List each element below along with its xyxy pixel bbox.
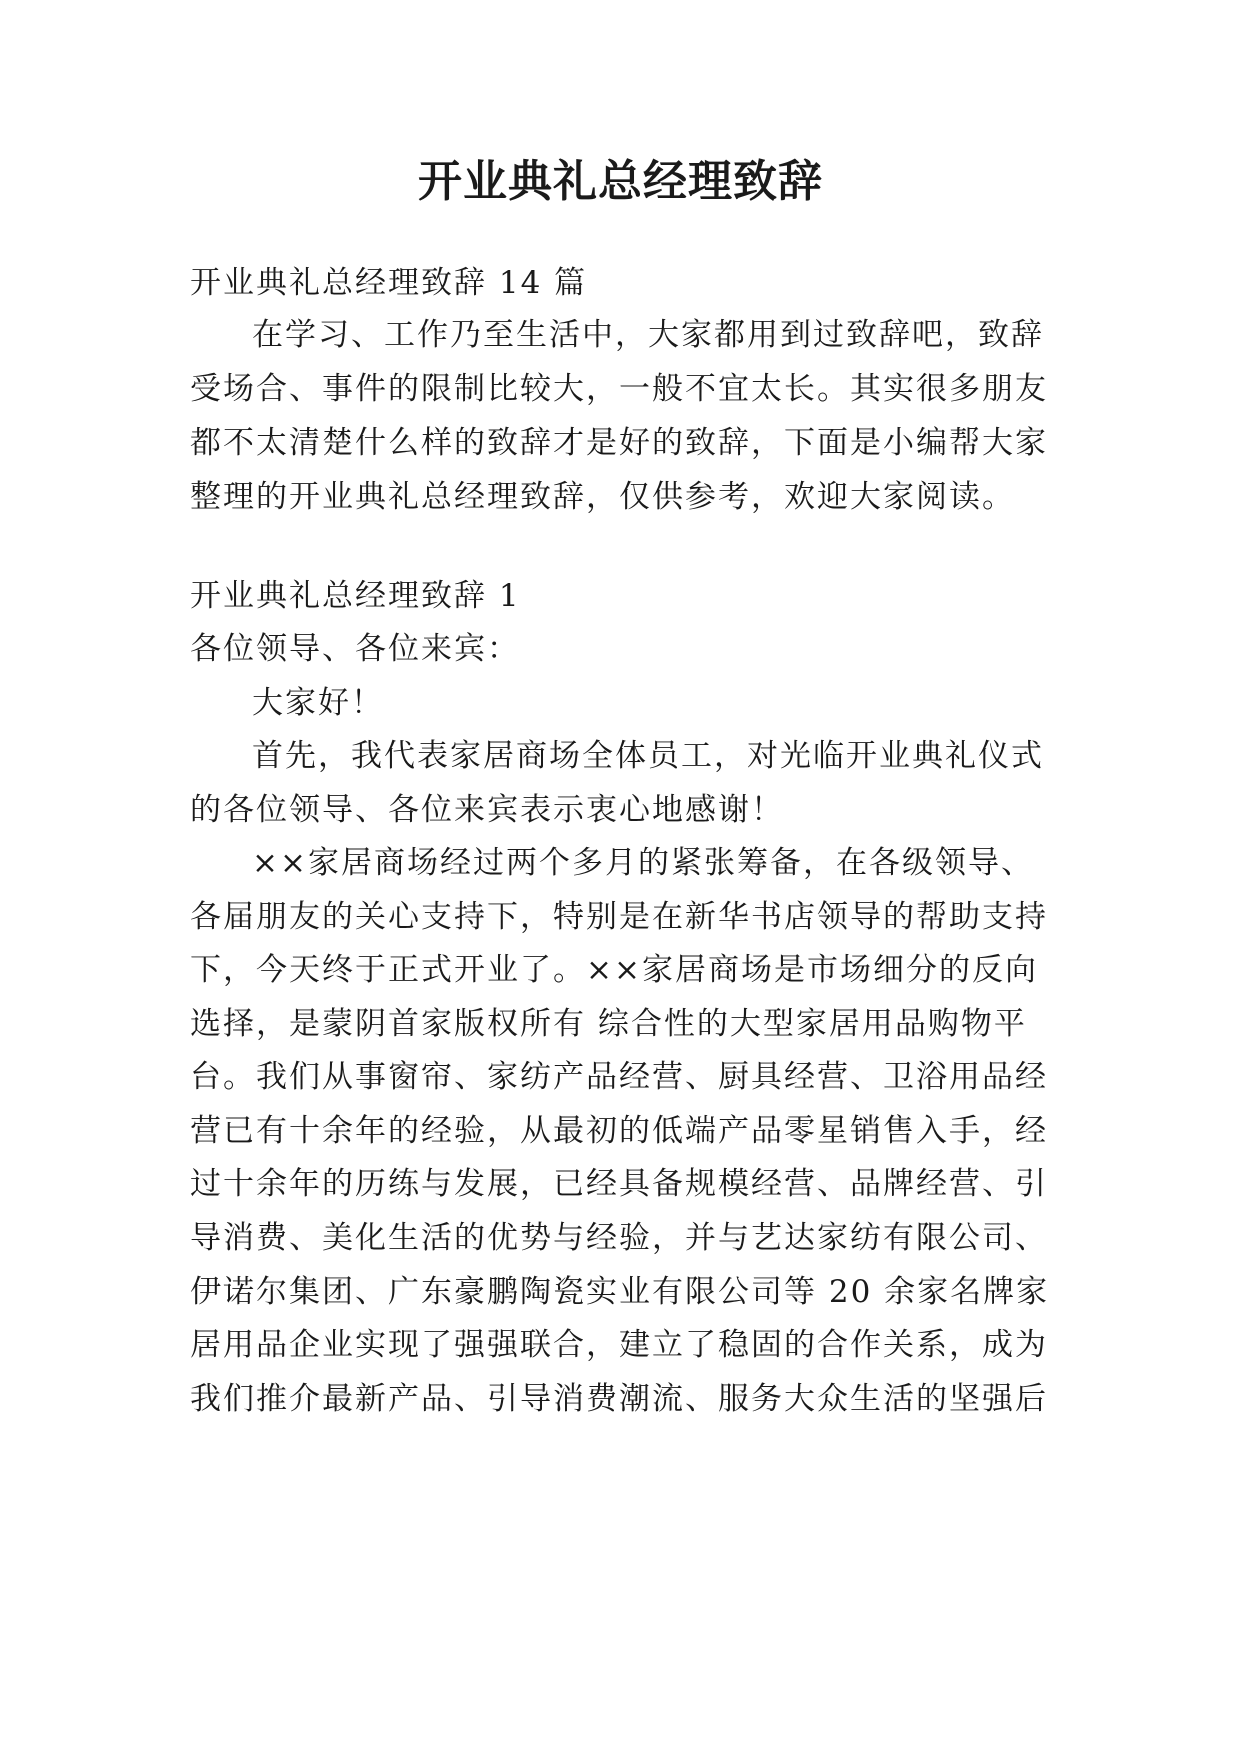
body-line: 各届朋友的关心支持下，特别是在新华书店领导的帮助支持: [190, 899, 1048, 935]
intro-line: 整理的开业典礼总经理致辞，仅供参考，欢迎大家阅读。: [190, 479, 1015, 515]
body-line: 台。我们从事窗帘、家纺产品经营、厨具经营、卫浴用品经: [190, 1059, 1048, 1095]
body-line: 下，今天终于正式开业了。××家居商场是市场细分的反向: [190, 952, 1038, 988]
body-line: 选择，是蒙阴首家版权所有 综合性的大型家居用品购物平: [190, 1006, 1027, 1042]
body-line: 我们推介最新产品、引导消费潮流、服务大众生活的坚强后: [190, 1381, 1048, 1417]
body-line: 的各位领导、各位来宾表示衷心地感谢！: [190, 792, 784, 828]
body-line: 过十余年的历练与发展，已经具备规模经营、品牌经营、引: [190, 1166, 1048, 1202]
section-heading: 开业典礼总经理致辞 1: [190, 578, 521, 614]
body-line: 首先，我代表家居商场全体员工，对光临开业典礼仪式: [252, 738, 1044, 774]
salutation-line: 各位领导、各位来宾：: [190, 631, 520, 667]
subtitle-line: 开业典礼总经理致辞 14 篇: [190, 265, 588, 301]
body-line: 营已有十余年的经验，从最初的低端产品零星销售入手，经: [190, 1113, 1048, 1149]
greeting-line: 大家好！: [252, 685, 384, 721]
document-title: 开业典礼总经理致辞: [418, 156, 823, 207]
body-line: 导消费、美化生活的优势与经验，并与艺达家纺有限公司、: [190, 1220, 1048, 1256]
body-line: 伊诺尔集团、广东豪鹏陶瓷实业有限公司等 20 余家名牌家: [190, 1274, 1050, 1310]
body-line: 居用品企业实现了强强联合，建立了稳固的合作关系，成为: [190, 1327, 1048, 1363]
body-line: ××家居商场经过两个多月的紧张筹备，在各级领导、: [252, 845, 1034, 881]
intro-line: 在学习、工作乃至生活中，大家都用到过致辞吧，致辞: [252, 317, 1044, 353]
intro-line: 受场合、事件的限制比较大，一般不宜太长。其实很多朋友: [190, 371, 1048, 407]
intro-line: 都不太清楚什么样的致辞才是好的致辞，下面是小编帮大家: [190, 425, 1048, 461]
